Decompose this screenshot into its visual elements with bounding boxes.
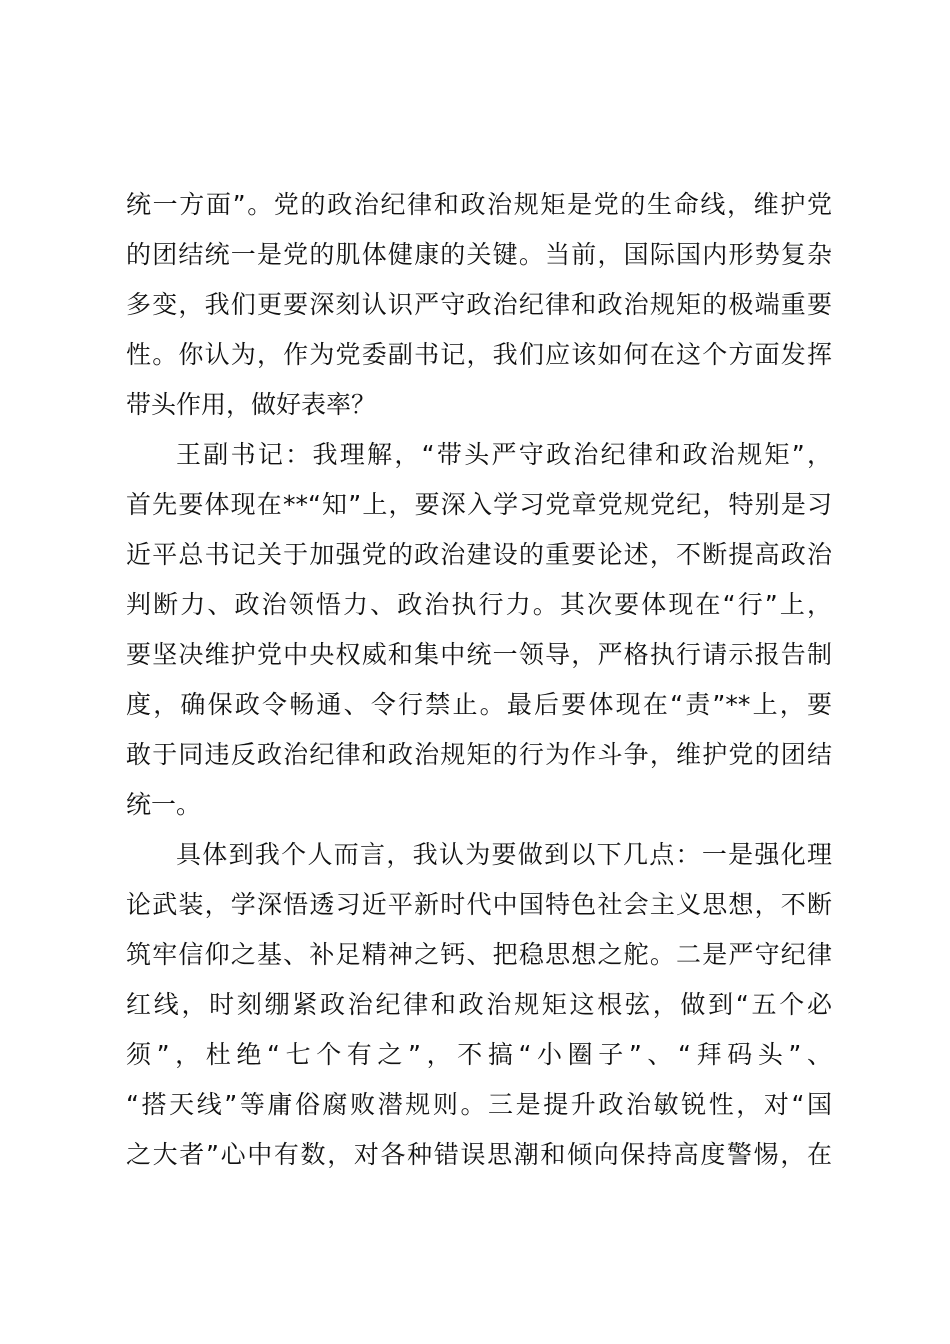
text-line: 论武装，学深悟透习近平新时代中国特色社会主义思想，不断 xyxy=(126,890,832,919)
paragraph-3 xyxy=(126,830,832,1180)
text-line: 须”，杜绝“七个有之”，不搞“小圈子”、“拜码头”、 xyxy=(126,1040,832,1069)
text-line: 统一。 xyxy=(126,790,202,819)
document-body xyxy=(126,180,832,1180)
text-line: 的团结统一是党的肌体健康的关键。当前，国际国内形势复杂 xyxy=(126,240,832,269)
text-line: 统一方面”。党的政治纪律和政治规矩是党的生命线，维护党 xyxy=(126,190,832,219)
text-line: 要坚决维护党中央权威和集中统一领导，严格执行请示报告制 xyxy=(126,640,832,669)
text-line: 判断力、政治领悟力、政治执行力。其次要体现在“行”上， xyxy=(126,590,832,619)
paragraph-2 xyxy=(126,430,832,830)
text-line: 首先要体现在**“知”上，要深入学习党章党规党纪，特别是习 xyxy=(126,490,832,519)
text-line: 王副书记：我理解，“带头严守政治纪律和政治规矩”， xyxy=(176,440,832,469)
text-line: 筑牢信仰之基、补足精神之钙、把稳思想之舵。二是严守纪律 xyxy=(126,940,832,969)
text-line: 带头作用，做好表率？ xyxy=(126,390,377,419)
text-line: 敢于同违反政治纪律和政治规矩的行为作斗争，维护党的团结 xyxy=(126,740,832,769)
text-line: 具体到我个人而言，我认为要做到以下几点：一是强化理 xyxy=(176,840,832,869)
text-line: 性。你认为，作为党委副书记，我们应该如何在这个方面发挥 xyxy=(126,340,832,369)
text-line: 之大者”心中有数，对各种错误思潮和倾向保持高度警惕，在 xyxy=(126,1140,832,1169)
paragraph-1 xyxy=(126,180,832,430)
text-line: 红线，时刻绷紧政治纪律和政治规矩这根弦，做到“五个必 xyxy=(126,990,832,1019)
text-line: 度，确保政令畅通、令行禁止。最后要体现在“责”**上，要 xyxy=(126,690,832,719)
text-line: 近平总书记关于加强党的政治建设的重要论述，不断提高政治 xyxy=(126,540,832,569)
text-line: “搭天线”等庸俗腐败潜规则。三是提升政治敏锐性，对“国 xyxy=(126,1090,832,1119)
text-line: 多变，我们更要深刻认识严守政治纪律和政治规矩的极端重要 xyxy=(126,290,832,319)
